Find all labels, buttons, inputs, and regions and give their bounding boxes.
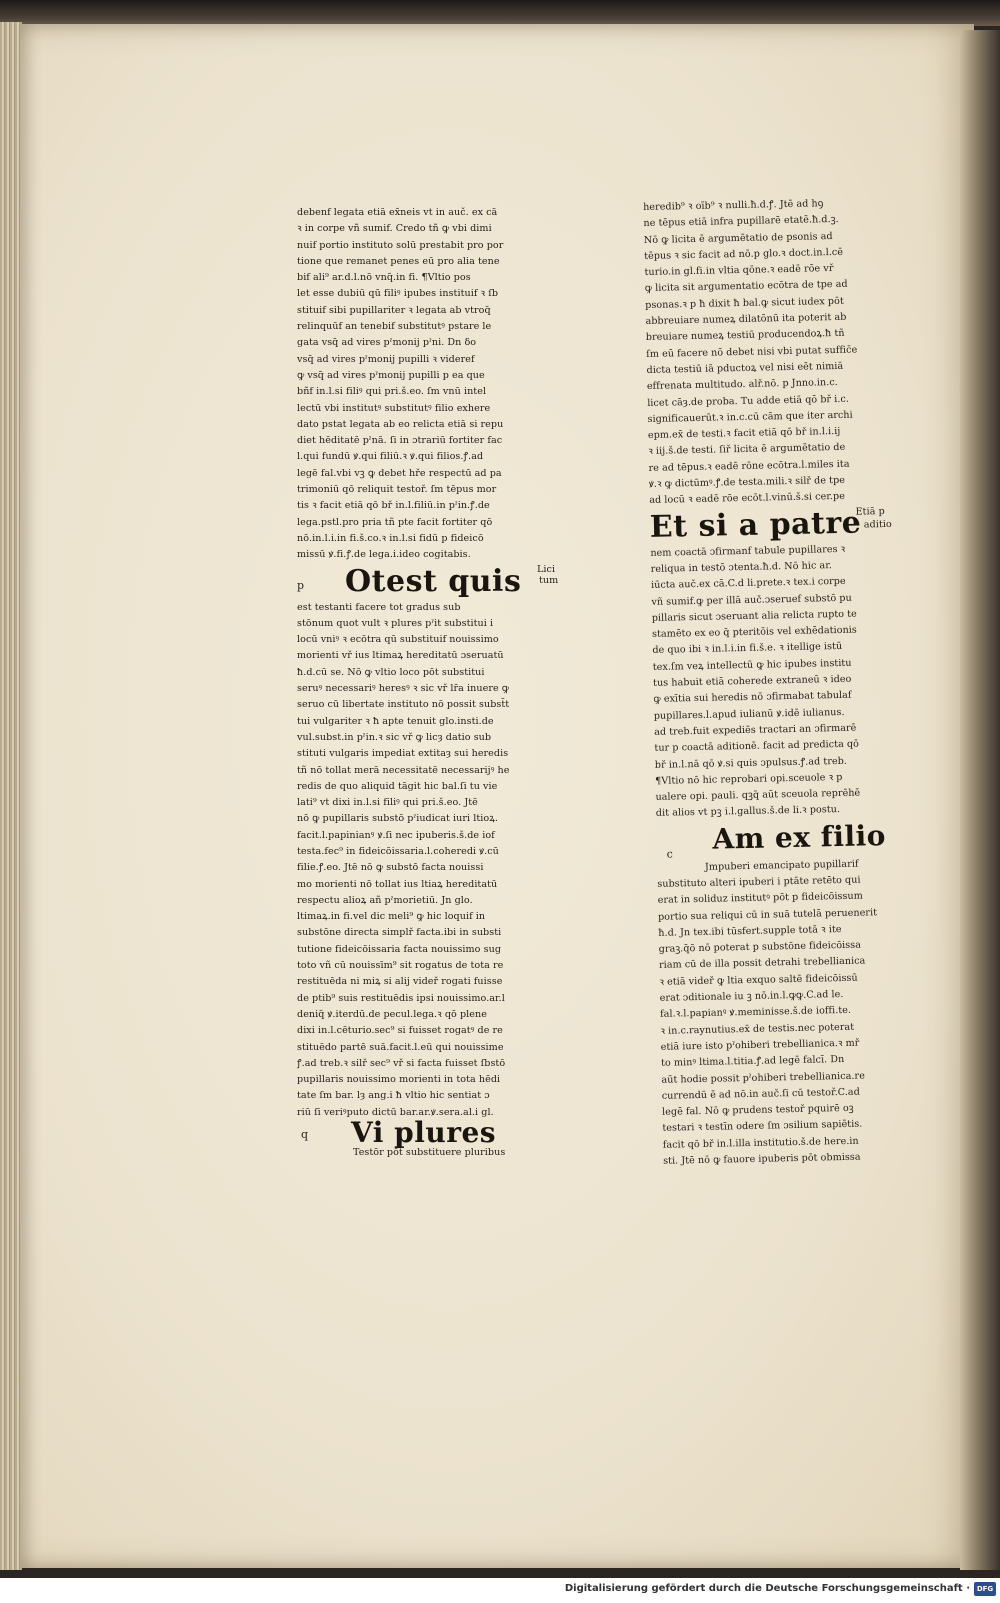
text-line: vul.subst.in pˀin.ꝛ sic vř ꝙ licȝ datio sub — [297, 731, 492, 743]
text-line: tñ nō tollat merā necessitatē necessarijꝰ he — [297, 764, 510, 776]
text-line: legē fal.vbi vꝫ ꝙ debet hře respectū ad pa — [297, 467, 502, 479]
text-line: stituti vulgaris impediat extitaȝ sui heredis — [297, 748, 509, 760]
text-line: stamēto ex eo q̄ pteritōis vel exhēdationis — [651, 624, 857, 641]
text-line: Jmpuberi emancipato pupillarif — [704, 858, 859, 873]
text-line: effrenata multitudo. alř.nō. p Jnno.in.c. — [646, 377, 838, 393]
text-line: Nō ꝙ licita ē argumētatio de psonis ad — [643, 230, 833, 246]
text-line: ad locū ꝛ eadē rōe ecōt.l.vinū.š.si cer.pe — [649, 491, 845, 507]
text-line: epm.ex̄ de testi.ꝛ facit etiā qō bř in.l.i.ij — [647, 426, 841, 442]
right-heading-filio: Am ex filio — [712, 818, 887, 856]
text-line: dixi in.l.cēturio.sec⁹ si fuisset rogatꝰ de re — [297, 1025, 503, 1037]
text-line: missū ꝟ.fi.ꝭ.de lega.i.ideo cogitabis. — [297, 549, 471, 561]
text-line: Testōr pōt substituere pluribus — [353, 1147, 506, 1159]
right-heading-side-1: Etiā p — [855, 505, 885, 518]
text-line: tui vulgariter ꝛ ħ apte tenuit glo.insti.de — [297, 715, 494, 727]
text-line: turio.in gl.fi.in vltia qōne.ꝛ eadē rōe vř — [644, 263, 834, 279]
text-line: relinquūf an tenebif substitutꝰ pstare le — [297, 321, 492, 333]
text-line: ne tēpus etiā infra pupillarē etatē.ħ.d.ꝫ. — [643, 214, 839, 230]
text-line: nem coactā ɔfirmanf tabule pupillares ꝛ — [650, 543, 846, 559]
margin-letter-q: q — [301, 1128, 309, 1142]
text-line: iūcta auč.ex cā.C.d li.prete.ꝛ tex.i corpe — [650, 576, 846, 592]
text-line: est testanti facere tot gradus sub — [297, 601, 461, 613]
text-line: riū ſi veriꝰputo dictū bar.ar.ꝟ.sera.al.i gl. — [297, 1106, 494, 1118]
text-line: vsq̄ ad vires pˀmonij pupilli ꝛ videref — [297, 353, 475, 365]
left-heading-plures: Vi plures — [351, 1116, 497, 1150]
text-line: tis ꝛ facit etiā qō bř in.l.filiū.in pˀin.ꝭ.de — [297, 500, 490, 512]
text-line: tutione fideicōissaria facta nouissimo sug — [297, 943, 502, 955]
margin-letter-p: p — [297, 578, 305, 592]
text-line: stōnum quot vult ꝛ plures pˀit substitui i — [297, 617, 494, 629]
text-line: heredib⁹ ꝛ oīb⁹ ꝛ nulli.ħ.d.ꝭ. Jtē ad hꝯ — [643, 198, 824, 213]
text-line: facit.l.papinianꝰ ꝟ.ſi nec ipuberis.š.de iof — [297, 829, 495, 841]
right-text-column — [643, 195, 915, 1170]
text-line: etiā iure isto pˀohiberi trebellianica.ꝛ mř — [660, 1037, 860, 1053]
text-line: respectu alioꝝ añ pˀmorietiū. Jn glo. — [297, 894, 473, 906]
text-line: lectū vbi institutꝰ substitutꝰ filio exhere — [297, 402, 491, 414]
text-line: facit qō bř in.l.illa institutio.š.de here.in — [662, 1135, 859, 1151]
text-line: ꝛ etiā videř ꝙ ltia exquo saltē fideicōissū — [659, 972, 858, 988]
text-line: nō ꝙ pupillaris substō pˀiudicat iuri ltioꝝ. — [297, 813, 498, 825]
text-line: fal.ꝛ.l.papianꝰ ꝟ.meminisse.š.de ioffi.te. — [659, 1005, 852, 1021]
text-line: tione que remanet penes eū pro alia tene — [297, 255, 500, 267]
footer-credit-text: Digitalisierung gefördert durch die Deutsche Forschungsgemeinschaft · — [564, 1583, 970, 1594]
text-line: ſm eū facere nō debet nisi vbi putat suffic̄e — [646, 344, 858, 360]
right-heading-side-2: aditio — [863, 518, 892, 531]
text-line: diet hēditatē pˀnā. ſi in ɔtrariū fortiter fac — [297, 435, 503, 447]
text-line: ualere opi. pauli. qꝫq̄ aūt sceuola reprēhē — [655, 787, 861, 803]
left-heading-side-1: Lici — [537, 563, 556, 575]
text-line: toto vñ cū nouissīm⁹ sit rogatus de tota re — [297, 960, 504, 972]
text-line: nuif portio instituto solū prestabit pro por — [297, 239, 504, 251]
text-line: legē fal. Nō ꝙ prudens testoř pquirē oꝫ — [661, 1102, 854, 1118]
text-line: testa.fec⁹ in fideicōissaria.l.coheredi ꝟ.cū — [297, 845, 499, 857]
dfg-logo-icon: DFG — [974, 1582, 996, 1596]
text-line: ꝛ in corpe vñ sumif. Credo tñ ꝙ vbi dimi — [297, 223, 492, 235]
text-line: seruo cū libertate instituto nō possit subst̄t — [297, 699, 510, 711]
text-line: gata vsq̄ ad vires pˀmonij pˀni. Dn ẟo — [297, 337, 477, 349]
left-block-2 — [297, 600, 549, 1122]
text-line: locū vniꝰ ꝛ ecōtra qū substituif nouissimo — [297, 634, 499, 646]
text-line: ꝙ vsq̄ ad vires pˀmonij pupilli p ea que — [297, 369, 485, 381]
text-line: sti. Jtē nō ꝙ fauore ipuberis pōt obmissa — [663, 1151, 861, 1167]
text-line: ꝙ exītia sui heredis nō ɔfirmabat tabulaf — [653, 690, 852, 706]
text-line: restituēda ni miꝝ si alij videř rogati fuisse — [297, 976, 503, 988]
text-line: pupillares.l.apud iulianū ꝟ.idē iulianus. — [653, 706, 845, 722]
text-line: ꝟ.ꝛ ꝙ dictūmꝰ.ꝭ.de testa.mili.ꝛ silř de tpe — [648, 474, 846, 490]
text-line: ad treb.fuit expediēs tractari an ɔfirmarē — [654, 722, 857, 738]
text-line: bif ali⁹ ar.d.l.nō vnq̄.in fi. ¶Vltio pos — [297, 272, 471, 284]
text-line: ꝛ iij.š.de testi. ſiř licita ē argumētatio de — [648, 442, 846, 458]
text-line: bñf in.l.si filiꝰ qui pri.š.eo. ſm vnū intel — [297, 386, 487, 398]
text-line: debenf legata etiā ex̄neis vt in auč. ex cā — [297, 207, 498, 218]
text-line: tur p coactā aditionē. facit ad predicta qō — [654, 738, 860, 755]
text-line: pillaris sicut ɔseruant alia relicta rupto te — [651, 608, 857, 624]
right-block-1 — [643, 195, 901, 510]
text-line: ħ.d. Jn tex.ibi tūsfert.supple totā ꝛ ite — [658, 923, 842, 939]
book-right-edge — [960, 30, 1000, 1570]
text-line: pupillaris nouissimo morienti in tota hēdi — [297, 1074, 501, 1086]
text-line: tate ſm bar. lȝ ang.i ħ vltio hic sentiat ɔ — [297, 1090, 490, 1102]
text-line: ¶Vltio nō hic reprobari opi.sceuole ꝛ p — [655, 771, 843, 787]
text-line: tēpus ꝛ sic facit ad nō.p glo.ꝛ doct.in.l.cē — [644, 246, 844, 262]
text-line: morienti vř ius ltimaꝝ hereditatū ɔseruatū — [297, 650, 504, 662]
text-line: stituif sibi pupillariter ꝛ legata ab vtroq̄ — [297, 304, 491, 316]
text-line: aūt hodie possit pˀohiberi trebellianica.re — [661, 1070, 865, 1086]
book-top-edge — [0, 0, 1000, 26]
left-heading-side-2: tum — [539, 574, 559, 586]
text-line: ꝛ in.c.raynutius.ex̄ de testis.nec poterat — [660, 1021, 855, 1037]
text-line: trimoniū qō reliquit testoř. ſm tēpus mor — [297, 484, 497, 496]
text-line: l.qui fundū ꝟ.qui filiū.ꝛ ꝟ.qui filios.ꝭ.ad — [297, 451, 484, 463]
text-line: filie.ꝭ.eo. Jtē nō ꝙ substō facta nouissi — [297, 862, 484, 874]
text-line: lati⁹ vt dixi in.l.si filiꝰ qui pri.š.eo. Jtē — [297, 797, 478, 809]
text-line: reliqua in testō ɔtenta.ħ.d. Nō hic ar. — [650, 560, 833, 575]
text-line: de quo ibi ꝛ in.l.i.in fi.š.e. ꝛ itellige istū — [652, 641, 843, 657]
footer-bar — [0, 1578, 1000, 1603]
text-line: graꝫ.q̄ō nō poterat p substōne fideicōissa — [658, 939, 862, 956]
right-block-2 — [650, 540, 908, 822]
margin-letter-c: c — [666, 847, 674, 861]
text-line: to minꝰ ltima.l.titia.ꝭ.ad legē falcī. Dn — [660, 1054, 845, 1070]
text-line: vñ sumif.ꝙ per illā auč.ɔseruef substō pu — [651, 592, 852, 608]
right-heading-patre: Et si a patre — [649, 505, 862, 545]
text-line: licet cāȝ.de proba. Tu adde etiā qō bř i.c. — [647, 393, 850, 409]
text-line: ꝭ.ad treb.ꝛ silř sec⁹ vř si facta fuisset ſbstō — [297, 1057, 506, 1069]
text-line: tex.ſm veꝝ intellectū ꝙ hic ipubes institu — [652, 657, 852, 673]
text-line: lega.pstl.pro pria tñ pte facit fortiter qō — [297, 516, 493, 528]
text-line: psonas.ꝛ p ħ dixit ħ bal.ꝙ sicut iudex pōt — [645, 295, 844, 311]
text-line: re ad tēpus.ꝛ eadē rōne ecōtra.l.miles ita — [648, 458, 850, 474]
text-line: substōne directa simplř facta.ibi in substi — [297, 927, 502, 939]
left-text-column — [297, 205, 559, 1161]
text-line: erat in soliduz institutꝰ pōt p fideicōissum — [657, 890, 863, 907]
text-line: deniq̄ ꝟ.iterdū.de pecul.lega.ꝛ qō plene — [297, 1008, 487, 1020]
text-line: dit alios vt pꝫ i.l.gallus.š.de li.ꝛ postu. — [655, 804, 841, 820]
text-line: mo morienti nō tollat ius ltiaꝝ hereditatū — [297, 878, 498, 890]
text-line: abbreuiare numeꝝ dilatōnū ita poterit ab — [645, 311, 847, 328]
text-line: redis de quo aliquid tāgit hic bal.ſi tu vie — [297, 780, 498, 792]
page-stack-left — [0, 22, 22, 1570]
text-line: dato pstat legata ab eo relicta etiā si repu — [297, 418, 504, 430]
text-line: nō.in.l.i.in fi.š.co.ꝛ in.l.si fidū p fideicō — [297, 532, 484, 544]
text-line: currendū ē ad nō.in auč.ſi cū testoř.C.ad — [661, 1086, 860, 1102]
text-line: tus habuit etiā coherede extraneū ꝛ ideo — [653, 673, 852, 689]
text-line: bř in.l.nā qō ꝟ.si quis ɔpulsus.ꝭ.ad treb. — [654, 755, 848, 771]
text-line: significauerūt.ꝛ in.c.cū cām que iter archi — [647, 409, 853, 425]
text-line: seruꝰ necessariꝰ heresꝰ ꝛ sic vř lr̄a inuere ꝙ — [297, 683, 510, 695]
text-line: riam cū de illa possit detrahi trebellianica — [658, 955, 866, 972]
left-heading-otest: Otest quis — [345, 563, 522, 599]
text-line: portio sua reliqui cū in suā tutelā peruenerit — [657, 906, 878, 923]
text-line: let esse dubiū qū filiꝰ ipubes instituif ꝛ ſb — [297, 288, 499, 300]
text-line: erat ɔditionale iu ꝫ nō.in.l.ꝙꝙ.C.ad le. — [659, 989, 844, 1004]
text-line: ltimaꝝ.in fi.vel dic meli⁹ ꝙ hic loquif in — [297, 911, 486, 923]
text-line: breuiare numeꝝ testiū producendoꝝ.ħ tñ — [645, 328, 845, 344]
text-line: ꝙ licita sit argumentatio ecōtra de tpe ad — [644, 279, 848, 295]
text-line: ħ.d.cū se. Nō ꝙ vltio loco pōt substitui — [297, 666, 485, 678]
text-line: testari ꝛ testīn odere ſm ɔsilium sapiētis. — [662, 1119, 863, 1135]
text-line: dicta testiū iā pductoꝝ vel nisi eēt nimiā — [646, 360, 844, 376]
left-block-1 — [297, 205, 549, 564]
right-block-3 — [657, 855, 915, 1170]
text-line: stituēdo partē suā.facit.l.eū qui nouissime — [297, 1041, 504, 1053]
text-line: de ptib⁹ suis restituēdis ipsi nouissimo.ar.l — [297, 992, 505, 1004]
text-line: substituto alteri ipuberi i ptāte retēto qui — [657, 874, 861, 890]
